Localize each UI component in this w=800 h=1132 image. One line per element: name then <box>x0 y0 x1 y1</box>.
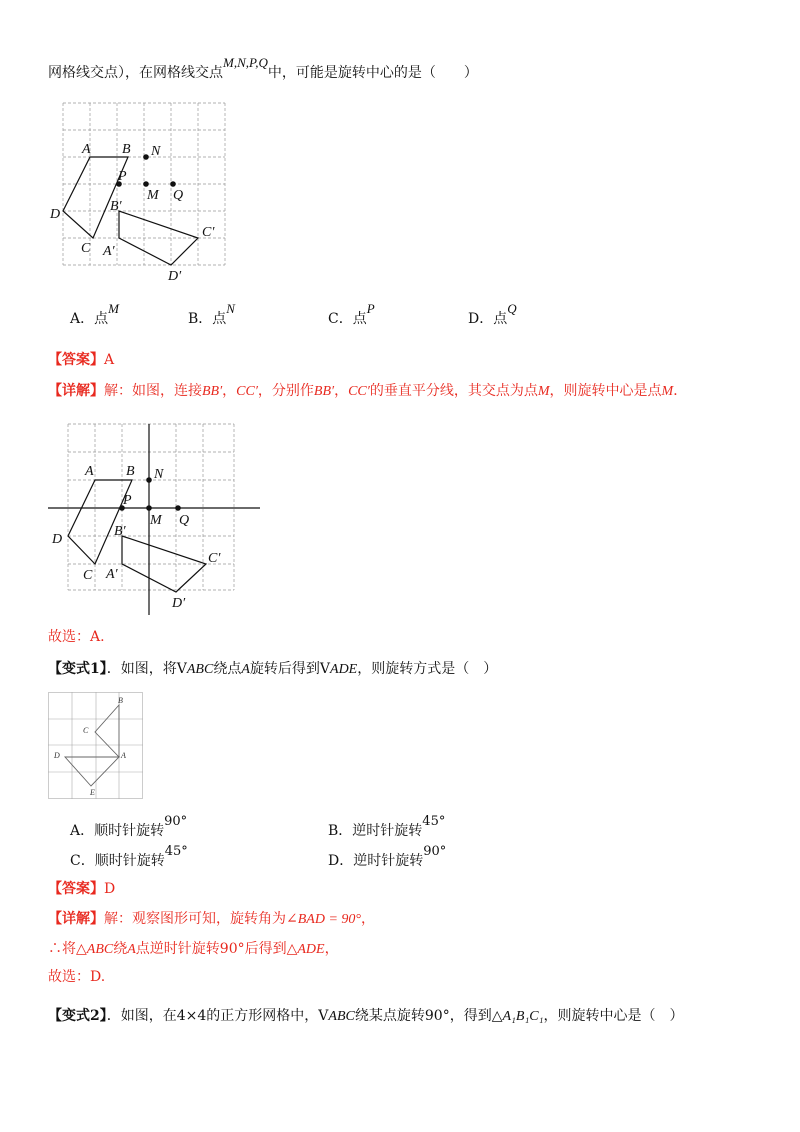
v1-answer-value: D <box>104 881 116 897</box>
v1-detail-tag: 【详解】 <box>48 911 104 927</box>
label-P: P <box>118 169 127 184</box>
label-D-prime: D′ <box>168 269 182 284</box>
detail-text <box>104 383 687 399</box>
label-A: A <box>82 142 91 157</box>
text-run: V <box>319 661 331 677</box>
text-run: ，则旋转方式是（ ） <box>357 661 498 677</box>
answer-line <box>48 349 114 369</box>
v1-option-a-value: 90° <box>164 814 188 829</box>
text-run: A <box>241 662 250 677</box>
text-run: ∴将 <box>48 941 76 957</box>
text-run: A <box>127 942 136 957</box>
text-run: 绕 <box>113 941 128 957</box>
text-run: ABC <box>328 1009 355 1024</box>
label-N: N <box>151 144 161 159</box>
v1-answer-line <box>48 878 115 898</box>
variant1-tag: 【变式1】 <box>48 661 107 677</box>
figure-1 <box>50 100 240 290</box>
v1-option-b-text: B．逆时针旋转 <box>328 823 423 839</box>
text-run: ， <box>324 941 339 957</box>
variant2-tag: 【变式2】 <box>48 1008 107 1024</box>
v1-option-d-text: D．逆时针旋转 <box>328 853 424 869</box>
text-run: 4×4 <box>176 1008 207 1024</box>
sol-label-N: N <box>154 467 164 482</box>
conclusion-1: 故选：A. <box>48 629 105 645</box>
v1-option-d-value: 90° <box>423 844 447 859</box>
label-D: D <box>50 207 61 222</box>
text-run: 旋转后得到 <box>249 661 320 677</box>
variant2-stem <box>48 1005 684 1025</box>
text-run: 的垂直平分线，其交点为点 <box>369 383 538 399</box>
label-A-prime: A′ <box>103 244 115 259</box>
v1-option-d[interactable] <box>328 844 447 870</box>
figure-2 <box>48 692 144 800</box>
stem-text-after: 中，可能是旋转中心的是（ ） <box>267 65 478 81</box>
label-B-prime: B′ <box>110 199 122 214</box>
sol-label-B: B <box>126 464 135 479</box>
label-Q: Q <box>173 188 184 203</box>
v1-option-b[interactable] <box>328 814 446 840</box>
text-run: 90° <box>219 941 245 957</box>
v1-option-a-text: A．顺时针旋转 <box>70 823 165 839</box>
sol-label-Q: Q <box>179 513 190 528</box>
variant1-text <box>107 661 497 677</box>
solution-figure <box>48 420 263 620</box>
text-run: ， <box>222 383 237 399</box>
text-run: 90° <box>424 1008 450 1024</box>
text-run: 的正方形网格中， <box>206 1008 319 1024</box>
text-run: ABC <box>186 662 214 677</box>
text-run: ． <box>673 383 688 399</box>
v1-label-A: A <box>121 751 126 760</box>
text-run: ， <box>334 383 349 399</box>
text-run: 点逆时针旋转 <box>135 941 220 957</box>
v1-label-E: E <box>90 788 95 797</box>
option-d-text: D．点 <box>468 311 508 327</box>
variant2-text <box>107 1008 684 1024</box>
text-run: ，分别作 <box>257 383 314 399</box>
detail-tag: 【详解】 <box>48 383 104 399</box>
option-b-text: B．点 <box>188 311 227 327</box>
text-run: 解：观察图形可知，旋转角为 <box>104 911 286 927</box>
option-a-text: A．点 <box>70 311 109 327</box>
sol-label-D: D <box>52 532 63 547</box>
option-a-value: M <box>108 301 119 316</box>
v1-option-a[interactable] <box>70 814 188 840</box>
label-C-prime: C′ <box>202 225 215 240</box>
v1-option-c-text: C．顺时针旋转 <box>70 853 165 869</box>
text-run: V <box>318 1008 329 1024</box>
answer-tag: 【答案】 <box>48 352 104 368</box>
option-c[interactable] <box>328 301 375 328</box>
option-a[interactable] <box>70 301 119 328</box>
text-run: 绕某点旋转 <box>354 1008 425 1024</box>
variant1-stem <box>48 658 497 678</box>
text-run: V <box>176 661 187 677</box>
text-run: CC′ <box>236 384 258 399</box>
label-M: M <box>147 188 159 203</box>
question-stem <box>48 55 478 82</box>
text-run: ∠BAD = 90° <box>286 912 361 927</box>
text-run: M <box>537 384 550 399</box>
text-run: 绕点 <box>213 661 242 677</box>
label-B: B <box>122 142 131 157</box>
text-run: △ADE <box>286 942 325 957</box>
sol-label-D-prime: D′ <box>172 596 186 611</box>
option-d-value: Q <box>507 301 517 316</box>
v1-detail-line-2 <box>48 938 339 958</box>
v1-label-D: D <box>54 751 60 760</box>
text-run: 后得到 <box>244 941 287 957</box>
v1-option-c-value: 45° <box>164 844 188 859</box>
sol-label-C-prime: C′ <box>208 551 221 566</box>
v1-detail2-text <box>48 941 339 957</box>
sol-label-A-prime: A′ <box>106 567 118 582</box>
text-run: ， <box>361 911 375 927</box>
sol-label-A: A <box>85 464 94 479</box>
conclusion-2: 故选：D. <box>48 969 106 985</box>
v1-detail-line <box>48 908 375 928</box>
text-run: BB′ <box>313 384 335 399</box>
option-c-text: C．点 <box>328 311 367 327</box>
sol-label-C: C <box>83 568 93 583</box>
text-run: ．如图，将 <box>106 661 177 677</box>
sol-label-B-prime: B′ <box>114 524 126 539</box>
text-run: BB′ <box>202 384 223 399</box>
text-run: △ABC <box>76 942 114 957</box>
option-d[interactable] <box>468 301 517 328</box>
v1-label-B: B <box>118 696 123 705</box>
stem-text: 网格线交点），在网格线交点 <box>48 65 223 81</box>
text-run: ．如图，在 <box>106 1008 177 1024</box>
v1-answer-tag: 【答案】 <box>48 881 104 897</box>
option-b-value: N <box>226 301 235 316</box>
v1-option-b-value: 45° <box>422 814 446 829</box>
text-run: M <box>661 384 674 399</box>
label-C: C <box>81 241 91 256</box>
text-run: △A₁B₁C₁ <box>491 1009 544 1024</box>
v1-label-C: C <box>83 726 89 735</box>
detail-line <box>48 380 687 400</box>
text-run: ，得到 <box>449 1008 492 1024</box>
text-run: ADE <box>330 662 358 677</box>
text-run: ，则旋转中心是点 <box>549 383 662 399</box>
text-run: ，则旋转中心是（ ） <box>543 1008 684 1024</box>
sol-label-M: M <box>150 513 162 528</box>
option-c-value: P <box>366 301 375 316</box>
text-run: CC′ <box>348 384 370 399</box>
option-b[interactable] <box>188 301 235 328</box>
answer-value: A <box>104 352 115 368</box>
v1-option-c[interactable] <box>70 844 188 870</box>
text-run: 解：如图，连接 <box>104 383 202 399</box>
sol-label-P: P <box>123 493 132 508</box>
stem-points: M,N,P,Q <box>223 55 268 70</box>
v1-detail-text <box>104 911 375 927</box>
